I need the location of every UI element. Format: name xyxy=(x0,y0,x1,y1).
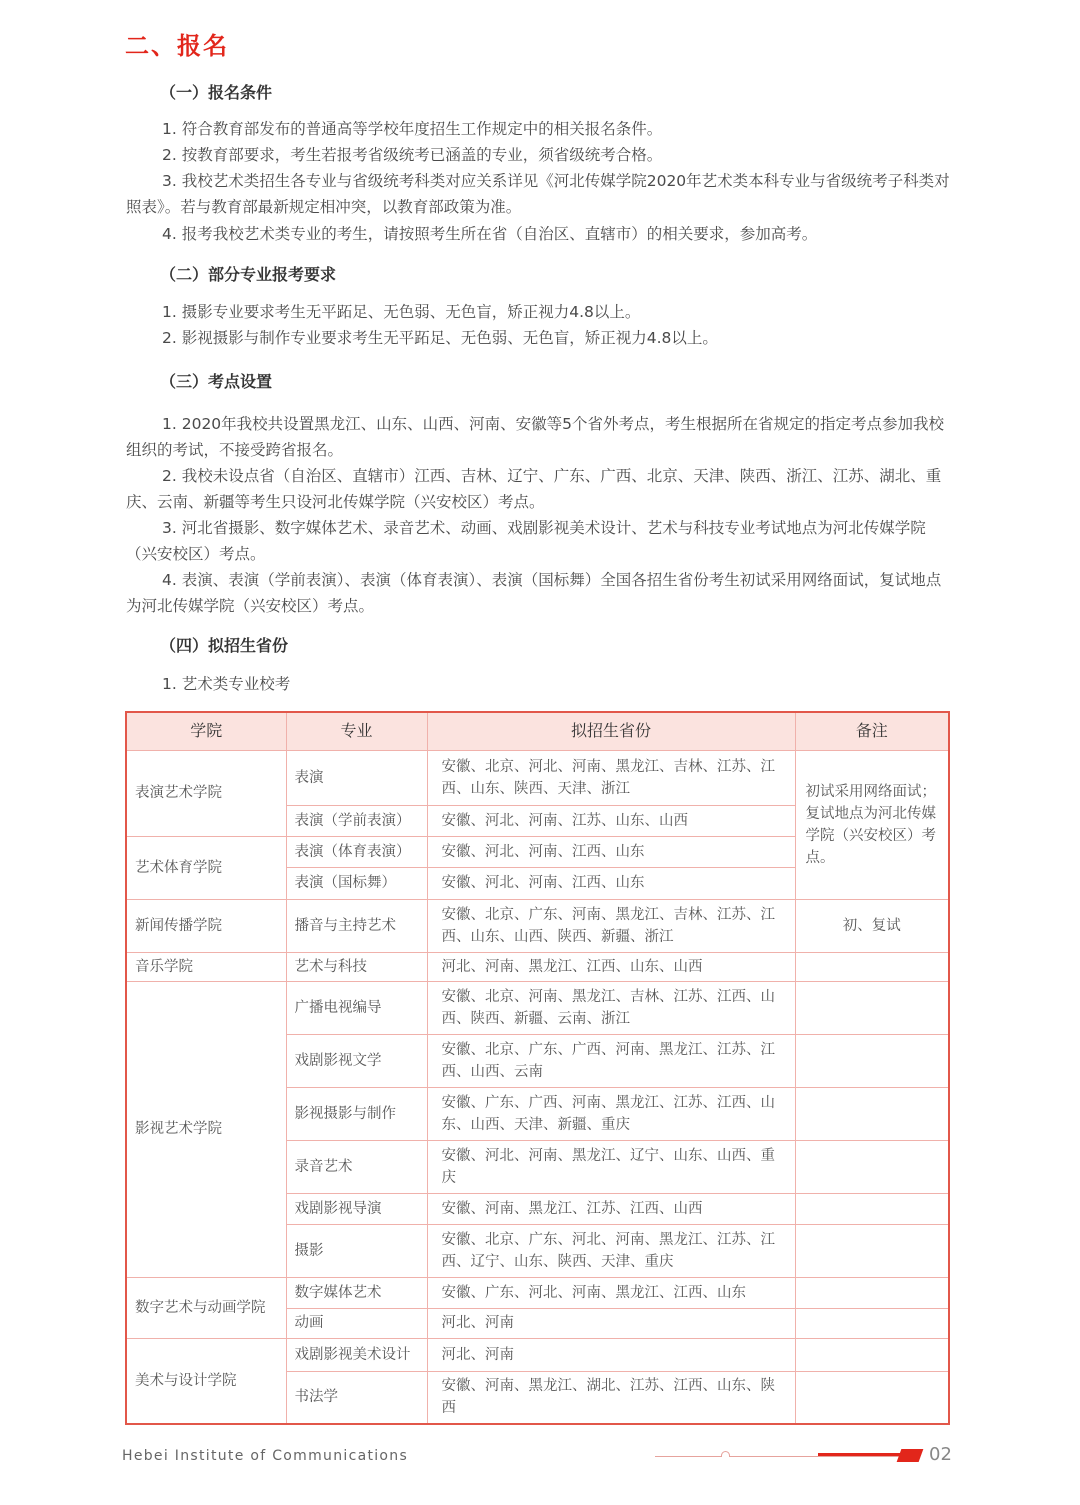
footer-accent-bar xyxy=(818,1453,902,1456)
college-cell: 新闻传播学院 xyxy=(126,899,286,952)
note-cell xyxy=(795,1193,949,1224)
heading-registration-conditions: （一）报名条件 xyxy=(160,83,273,102)
province-cell: 安徽、北京、河南、黑龙江、吉林、江苏、江西、山西、陕西、新疆、云南、浙江 xyxy=(427,981,795,1034)
major-cell: 表演（学前表演） xyxy=(286,805,427,836)
province-cell: 安徽、河南、黑龙江、湖北、江苏、江西、山东、陕西 xyxy=(427,1371,795,1424)
note-cell xyxy=(795,1224,949,1277)
note-cell xyxy=(795,1308,949,1338)
paragraph: 3. 我校艺术类招生各专业与省级统考科类对应关系详见《河北传媒学院2020年艺术类本科专业与省级统考子科类对照表》。若与教育部最新规定相冲突，以教育部政策为准。 xyxy=(126,172,950,216)
province-cell: 河北、河南 xyxy=(427,1308,795,1338)
province-cell: 安徽、北京、河北、河南、黑龙江、吉林、江苏、江西、山东、陕西、天津、浙江 xyxy=(427,750,795,805)
table-row xyxy=(126,899,949,952)
college-cell: 艺术体育学院 xyxy=(126,836,286,899)
paragraph: 2. 按教育部要求，考生若报考省级统考已涵盖的专业，须省级统考合格。 xyxy=(162,146,663,164)
college-cell: 影视艺术学院 xyxy=(126,981,286,1277)
paragraph: 1. 符合教育部发布的普通高等学校年度招生工作规定中的相关报名条件。 xyxy=(162,120,663,138)
note-cell xyxy=(795,1371,949,1424)
table-header-row xyxy=(126,712,949,750)
table-row xyxy=(126,1338,949,1371)
major-cell: 影视摄影与制作 xyxy=(286,1087,427,1140)
province-cell: 安徽、北京、广东、河南、黑龙江、吉林、江苏、江西、山东、山西、陕西、新疆、浙江 xyxy=(427,899,795,952)
province-cell: 安徽、广东、广西、河南、黑龙江、江苏、江西、山东、山西、天津、新疆、重庆 xyxy=(427,1087,795,1140)
note-cell xyxy=(795,1087,949,1140)
paragraph: 3. 河北省摄影、数字媒体艺术、录音艺术、动画、戏剧影视美术设计、艺术与科技专业考试地点为河北传媒学院（兴安校区）考点。 xyxy=(126,519,926,563)
footer-ornament xyxy=(721,1451,730,1457)
paragraph: 1. 2020年我校共设置黑龙江、山东、山西、河南、安徽等5个省外考点，考生根据所在省规定的指定考点参加我校组织的考试，不接受跨省报名。 xyxy=(126,415,945,459)
province-cell: 安徽、河北、河南、江西、山东 xyxy=(427,867,795,899)
major-cell: 表演（国标舞） xyxy=(286,867,427,899)
paragraph: 4. 报考我校艺术类专业的考生，请按照考生所在省（自治区、直辖市）的相关要求，参加高考。 xyxy=(162,225,818,243)
college-cell: 音乐学院 xyxy=(126,952,286,981)
table-row xyxy=(126,981,949,1034)
paragraph: 2. 我校未设点省（自治区、直辖市）江西、吉林、辽宁、广东、广西、北京、天津、陕西、浙江、江苏、湖北、重庆、云南、新疆等考生只设河北传媒学院（兴安校区）考点。 xyxy=(126,467,942,511)
note-cell xyxy=(795,1277,949,1308)
major-cell: 戏剧影视文学 xyxy=(286,1034,427,1087)
major-cell: 戏剧影视导演 xyxy=(286,1193,427,1224)
province-cell: 河北、河南、黑龙江、江西、山东、山西 xyxy=(427,952,795,981)
major-cell: 艺术与科技 xyxy=(286,952,427,981)
header-provinces: 拟招生省份 xyxy=(427,712,795,750)
province-cell: 安徽、北京、广东、河北、河南、黑龙江、江苏、江西、辽宁、山东、陕西、天津、重庆 xyxy=(427,1224,795,1277)
footer-institute-name: Hebei Institute of Communications xyxy=(122,1448,409,1464)
major-cell: 动画 xyxy=(286,1308,427,1338)
subheading-art-exam: 1. 艺术类专业校考 xyxy=(162,675,291,693)
heading-exam-sites: （三）考点设置 xyxy=(160,372,273,391)
major-cell: 摄影 xyxy=(286,1224,427,1277)
heading-major-requirements: （二）部分专业报考要求 xyxy=(160,265,337,284)
heading-provinces: （四）拟招生省份 xyxy=(160,636,289,655)
province-cell: 安徽、河北、河南、江西、山东 xyxy=(427,836,795,867)
college-cell: 美术与设计学院 xyxy=(126,1338,286,1424)
enrollment-table xyxy=(125,711,950,1425)
note-cell: 初、复试 xyxy=(795,899,949,952)
province-cell: 安徽、北京、广东、广西、河南、黑龙江、江苏、江西、山西、云南 xyxy=(427,1034,795,1087)
province-cell: 安徽、广东、河北、河南、黑龙江、江西、山东 xyxy=(427,1277,795,1308)
paragraph: 2. 影视摄影与制作专业要求考生无平跖足、无色弱、无色盲，矫正视力4.8以上。 xyxy=(162,329,718,347)
table-row xyxy=(126,952,949,981)
major-cell: 表演（体育表演） xyxy=(286,836,427,867)
paragraph: 4. 表演、表演（学前表演）、表演（体育表演）、表演（国标舞）全国各招生省份考生初试采用网络面试，复试地点为河北传媒学院（兴安校区）考点。 xyxy=(126,571,942,615)
college-cell: 数字艺术与动画学院 xyxy=(126,1277,286,1338)
major-cell: 数字媒体艺术 xyxy=(286,1277,427,1308)
header-major: 专业 xyxy=(286,712,427,750)
table-row xyxy=(126,1277,949,1308)
major-cell: 广播电视编导 xyxy=(286,981,427,1034)
major-cell: 录音艺术 xyxy=(286,1140,427,1193)
note-cell xyxy=(795,1034,949,1087)
footer-accent-block xyxy=(897,1449,924,1462)
header-college: 学院 xyxy=(126,712,286,750)
page-number: 02 xyxy=(929,1444,952,1465)
header-notes: 备注 xyxy=(795,712,949,750)
footer-divider xyxy=(655,1456,905,1457)
province-cell: 安徽、河南、黑龙江、江苏、江西、山西 xyxy=(427,1193,795,1224)
province-cell: 安徽、河北、河南、黑龙江、辽宁、山东、山西、重庆 xyxy=(427,1140,795,1193)
table-row xyxy=(126,750,949,805)
paragraph: 1. 摄影专业要求考生无平跖足、无色弱、无色盲，矫正视力4.8以上。 xyxy=(162,303,641,321)
note-cell xyxy=(795,1140,949,1193)
note-cell xyxy=(795,952,949,981)
college-cell: 表演艺术学院 xyxy=(126,750,286,836)
major-cell: 戏剧影视美术设计 xyxy=(286,1338,427,1371)
major-cell: 表演 xyxy=(286,750,427,805)
province-cell: 安徽、河北、河南、江苏、山东、山西 xyxy=(427,805,795,836)
province-cell: 河北、河南 xyxy=(427,1338,795,1371)
note-cell xyxy=(795,1338,949,1371)
note-cell: 初试采用网络面试；复试地点为河北传媒学院（兴安校区）考点。 xyxy=(795,750,949,899)
major-cell: 书法学 xyxy=(286,1371,427,1424)
major-cell: 播音与主持艺术 xyxy=(286,899,427,952)
note-cell xyxy=(795,981,949,1034)
section-title: 二、报名 xyxy=(125,32,229,60)
